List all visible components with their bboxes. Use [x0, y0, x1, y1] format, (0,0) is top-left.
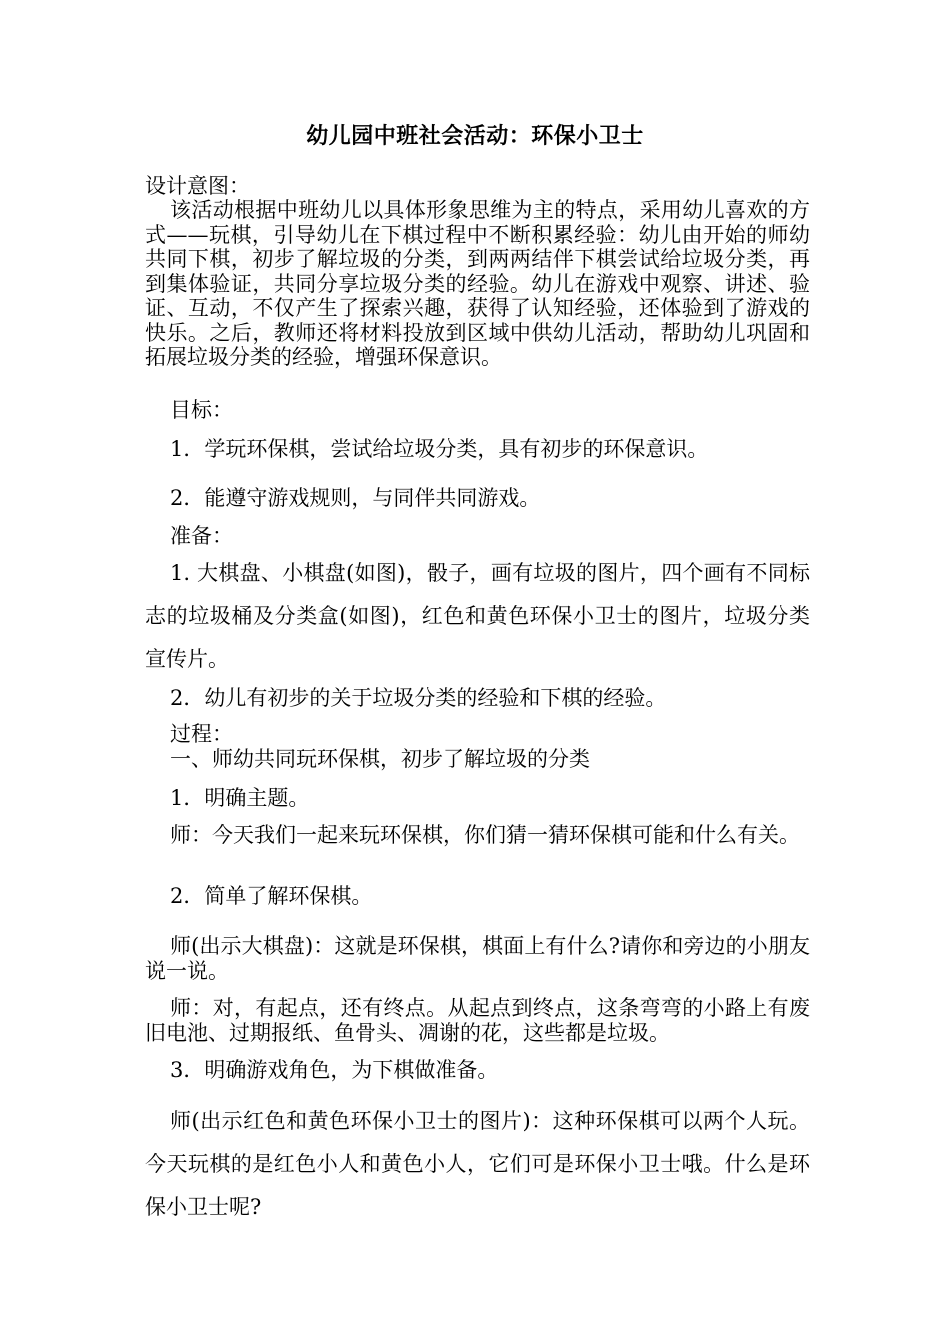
document-title: 幼儿园中班社会活动：环保小卫士 [306, 123, 644, 149]
step-1-heading: 1．明确主题。 [170, 786, 310, 810]
step-3-text: 师(出示红色和黄色环保小卫士的图片)：这种环保棋可以两个人玩。今天玩棋的是红色小人和黄色小人，它们可是环保小卫士哦。什么是环保小卫士呢? [145, 1109, 810, 1219]
goal-item-2: 2．能遵守游戏规则，与同伴共同游戏。 [170, 486, 541, 510]
section-heading-1: 一、师幼共同玩环保棋，初步了解垃圾的分类 [170, 747, 590, 771]
step-1-text: 师：今天我们一起来玩环保棋，你们猜一猜环保棋可能和什么有关。 [170, 823, 800, 847]
design-paragraph: 该活动根据中班幼儿以具体形象思维为主的特点，采用幼儿喜欢的方式——玩棋，引导幼儿在下棋过程中不断积累经验：幼儿由开始的师幼共同下棋，初步了解垃圾的分类，到两两结伴下棋尝试给垃圾分类，再到集体验证，共同分享垃圾分类的经验。幼儿在游戏中观察、讲述、验证、互动，不仅产生了探索兴趣，获得了认知经验，还体验到了游戏的快乐。之后，教师还将材料投放到区域中供幼儿活动，帮助幼儿巩固和拓展垃圾分类的经验，增强环保意识。 [145, 198, 810, 369]
prep-item-1: 1. 大棋盘、小棋盘(如图)，骰子，画有垃圾的图片，四个画有不同标志的垃圾桶及分类盒(如图)，红色和黄色环保小卫士的图片，垃圾分类宣传片。 [145, 561, 810, 671]
step-2-text-a: 师(出示大棋盘)：这就是环保棋，棋面上有什么?请你和旁边的小朋友说一说。 [145, 934, 810, 983]
prep-heading: 准备： [170, 524, 233, 548]
step-3-heading: 3．明确游戏角色，为下棋做准备。 [170, 1058, 499, 1082]
goals-heading: 目标： [170, 398, 233, 422]
goal-item-1: 1．学玩环保棋，尝试给垃圾分类，具有初步的环保意识。 [170, 437, 709, 461]
design-heading: 设计意图： [145, 174, 250, 198]
step-2-heading: 2．简单了解环保棋。 [170, 884, 373, 908]
prep-item-2: 2．幼儿有初步的关于垃圾分类的经验和下棋的经验。 [170, 686, 667, 710]
step-2-text-b: 师：对，有起点，还有终点。从起点到终点，这条弯弯的小路上有废旧电池、过期报纸、鱼骨头、凋谢的花，这些都是垃圾。 [145, 996, 810, 1045]
process-heading: 过程： [170, 722, 233, 746]
